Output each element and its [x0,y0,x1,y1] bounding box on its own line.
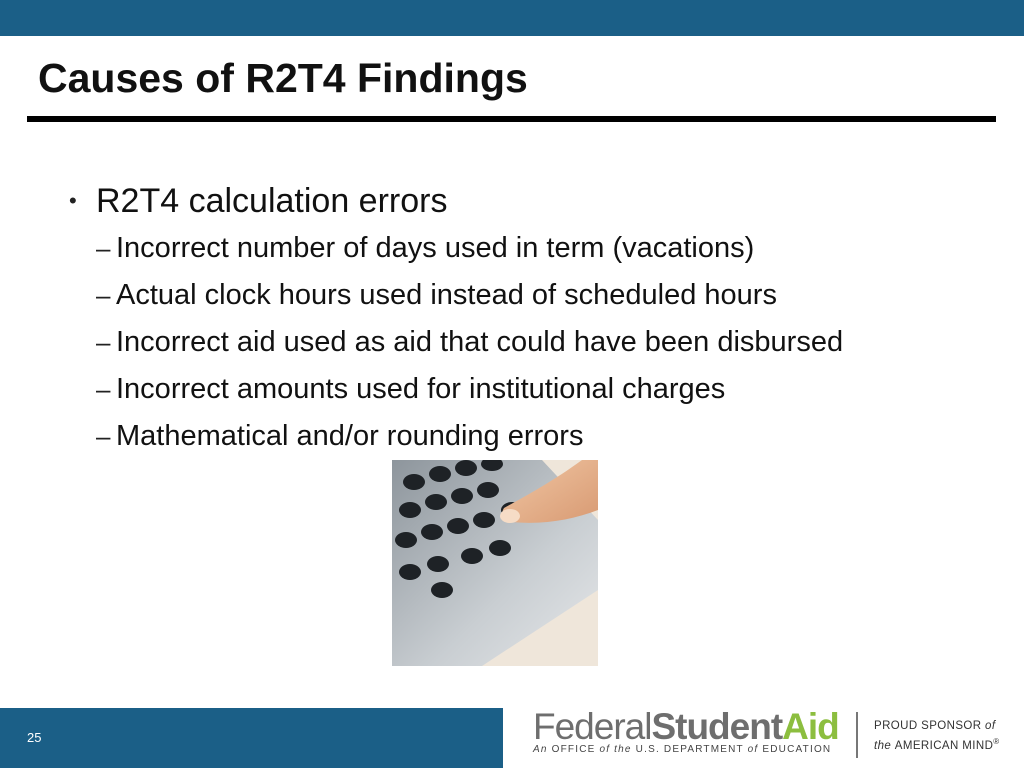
sub-bullet-item [96,319,986,366]
slide-title: Causes of R2T4 Findings [38,55,528,101]
federal-student-aid-logo [533,706,1013,762]
sponsor-the: the [874,739,895,752]
tagline-part: U.S. DEPARTMENT [635,744,748,755]
calculator-photo [392,460,598,666]
sub-bullet-item [96,272,986,319]
tagline-part: An [533,744,552,755]
logo-divider [856,712,858,758]
calculator-illustration [392,460,598,666]
top-banner [0,0,1024,36]
title-underline [27,116,996,122]
bullet-item [66,180,986,222]
logo-word-aid: Aid [782,706,839,747]
logo-tagline [533,744,831,755]
tagline-part: EDUCATION [762,744,832,755]
footer-bar [0,708,503,768]
logo-word-federal: Federal [533,706,652,747]
dash-marker: – [96,280,111,310]
sub-bullet-item [96,366,986,413]
sponsor-text [874,719,1000,754]
sub-bullet-text: Incorrect amounts used for institutional charges [116,373,726,405]
logo-wordmark [533,706,839,748]
dash-marker: – [96,374,111,404]
sub-bullet-text: Mathematical and/or rounding errors [116,420,584,452]
sub-bullet-item [96,413,986,460]
sub-bullet-text: Actual clock hours used instead of scheduled hours [116,279,777,311]
tagline-part: OFFICE [551,744,600,755]
sub-bullet-list [96,225,986,460]
sub-bullet-text: Incorrect aid used as aid that could have been disbursed [116,326,844,358]
logo-word-student: Student [651,706,783,747]
dash-marker: – [96,421,111,451]
registered-mark: ® [993,737,1000,746]
sub-bullet-item [96,225,986,272]
sub-bullet-text: Incorrect number of days used in term (vacations) [116,232,755,264]
bullet-text: R2T4 calculation errors [96,182,448,220]
dash-marker: – [96,233,111,263]
sponsor-line1: PROUD SPONSOR [874,720,986,732]
slide-content [66,180,986,460]
tagline-part: of [747,744,763,755]
dash-marker: – [96,327,111,357]
bullet-marker: • [69,188,77,213]
sponsor-line2: AMERICAN MIND [894,739,994,752]
page-number: 25 [27,730,42,745]
sponsor-of: of [985,720,996,732]
tagline-part: of the [599,744,636,755]
